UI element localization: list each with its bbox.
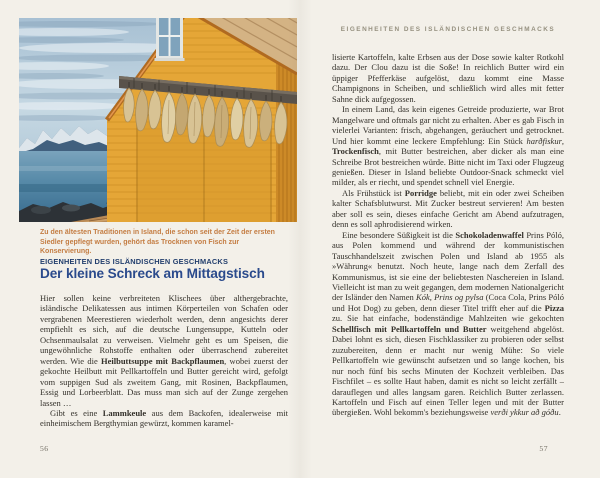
page-number-right: 57 [539, 444, 548, 453]
photo-dried-fish [19, 18, 297, 222]
section-kicker: EIGENHEITEN DES ISLÄNDISCHEN GESCHMACKS [40, 257, 229, 266]
running-header: EIGENHEITEN DES ISLÄNDISCHEN GESCHMACKS [340, 26, 556, 33]
body-paragraph: Hier sollen keine verbreiteten Klischees über althergebrachte, isländische Delikatessen aus intimen Körperteilen von Schafen oder vergrabenen Meerestieren wiederholt werden, denn angesichts derer empfiehlt es sich, auf die deutsche Lungensuppe, Kutteln oder Ochsenmaulsalat zu verweisen. Vielmehr geht es um Speisen, die ungewöhnliche Rohstoffe enthalten oder überraschend zubereitet werden. Wie die Heilbuttsuppe mit Backpflaumen, wobei zuerst der gekochte Heilbutt mit Pellkartoffeln und Butter gereicht wird, gefolgt vom suppigen Sud als zweitem Gang, mit Rosinen, Backpflaumen, Essig und Lorbeerblatt. Das muss man sich auf der Zunge zergehen lassen … [40, 293, 288, 408]
right-body-text [332, 52, 564, 444]
left-body-text [40, 293, 288, 433]
photo-caption: Zu den ältesten Traditionen in Island, die schon seit der Zeit der ersten Siedler gepflegt wurden, gehört das Trocknen von Fisch zur Konservierung. [40, 229, 275, 256]
body-paragraph: In einem Land, das kein eigenes Getreide produzierte, war Brot Mangelware und oftmals gar nicht zu erhalten. Aber es gab Fisch in vielerlei Varianten: frisch, abgehangen, geräuchert und getrocknet. Und hier kommt eine leckere Empfehlung: Ein Stück harðfiskur, Trockenfisch, mit Butter bestreichen, aber dicker als man eine Schreibe Brot bestreichen würde. Bitte nicht im Taxi oder Flugzeug genießen. Dieser in Island beliebte Outdoor-Snack schmeckt viel milder, als er riecht, und spendet schnell viel Energie. [332, 104, 564, 188]
body-paragraph: Als Frühstück ist Porridge beliebt, mit ein oder zwei Scheiben kalter Schafsblutwurst. Mit Zucker bestreut servieren! Am besten aber soll es sein, dieses einfache Gericht am Abend aufzutragen, denn es soll aphrodisierend wirken. [332, 187, 564, 230]
chapter-title: Der kleine Schreck am Mittagstisch [40, 266, 265, 281]
window [155, 18, 185, 61]
body-paragraph: Eine besondere Süßigkeit ist die Schokoladenwaffel Prins Póló, aus Polen kommend und während der kommunistischen Tauschhandelszeit zwischen Polen und Island ab 1955 als »Währung« benutzt. Noch heute, lange nach dem Zerfall des Kommunismus, ist sie eine der beliebtesten Naschereien in Island. Vielleicht ist man zu weit gegangen, dem modernen Nationalgericht der Isländer den Namen Kók, Prins og pylsa (Coca Cola, Prins Póló und Hot Dog) zu geben, denn dieser Titel trifft eher auf die Pizza zu. Sie hat einfache, bodenständige Mahlzeiten wie gekochten Schellfisch mit Pellkartoffeln und Butter weitgehend abgelöst. Dabei lohnt es sich, diesen Fischklassiker zu probieren oder selbst zuzubereiten, denn er macht nur wenig Mühe: So viele Pellkartoffeln wie gewünscht aufsetzen und so lange kochen, bis nur noch fünf bis sechs Minuten der Kochzeit verbleiben. Das Fischfilet – es sollte Haut haben, damit es nicht so leicht zerfällt – darauflegen und alles langsam garen. Reichlich Butter zerlassen. Kartoffeln und Fisch auf einen Teller legen und mit der Butter übergießen. Wohl bekomm's beziehungsweise verði ykkur að góðu. [332, 229, 564, 418]
body-paragraph: Gibt es eine Lammkeule aus dem Backofen, idealerweise mit einheimischem Bergthymian gewürzt, kommen karamel- [40, 407, 288, 429]
dried-fish-photo-illustration [19, 18, 297, 222]
page-number-left: 56 [40, 444, 49, 453]
body-paragraph: lisierte Kartoffeln, kalte Erbsen aus der Dose sowie kalter Rotkohl dazu. Der Clou dazu ist die Soße! In reichlich Butter wird ein üppiger Pfefferkäse aufgelöst, dazu kommt eine Masse Champignons in Scheiben, und schließlich wird alles mit fetter Sahne dick aufgegossen. [332, 52, 564, 104]
right-page [300, 0, 600, 478]
